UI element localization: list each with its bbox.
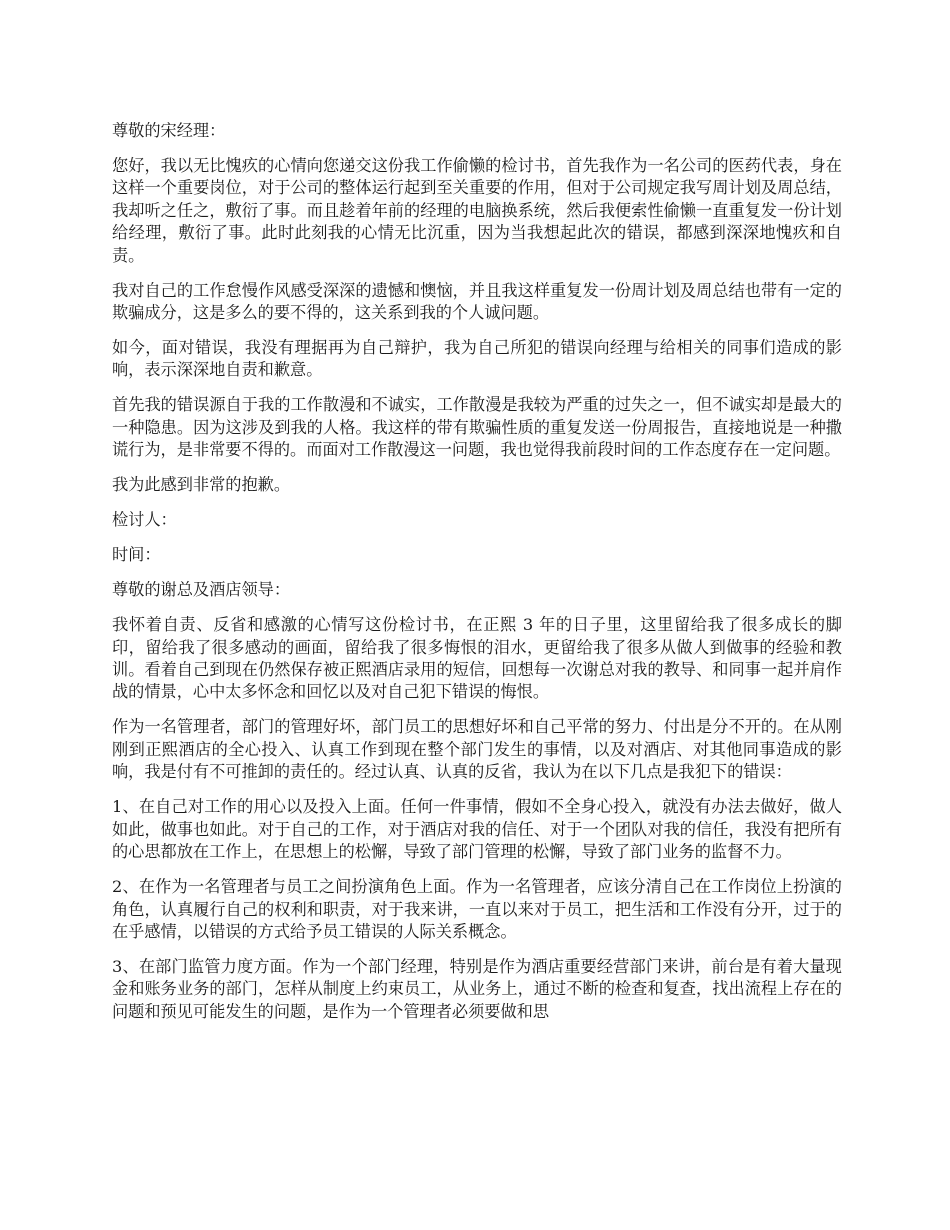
paragraph-apology: 如今，面对错误，我没有理据再为自己辩护，我为自己所犯的错误向经理与给相关的同事们造成的影响，表示深深地自责和歉意。 <box>112 338 842 380</box>
paragraph-reflection: 我怀着自责、反省和感激的心情写这份检讨书，在正熙 3 年的日子里，这里留给我了很多成长的脚印，留给我了很多感动的画面，留给我了很多悔恨的泪水，更留给我了很多从做人到做事的经验和教训。看着自己到现在仍然保存被正熙酒店录用的短信，回想每一次谢总对我的教导、和同事一起并肩作战的情景，心中太多怀念和回忆以及对自己犯下错误的悔恨。 <box>112 615 842 702</box>
paragraph-greeting: 您好，我以无比愧疚的心情向您递交这份我工作偷懒的检讨书，首先我作为一名公司的医药代表，身在这样一个重要岗位，对于公司的整体运行起到至关重要的作用，但对于公司规定我写周计划及周总结，我却听之任之，敷衍了事。而且趁着年前的经理的电脑换系统，然后我便索性偷懒一直重复发一份计划给经理，敷衍了事。此时此刻我的心情无比沉重，因为当我想起此次的错误，都感到深深地愧疚和自责。 <box>112 156 842 265</box>
paragraph-cause: 首先我的错误源自于我的工作散漫和不诚实，工作散漫是我较为严重的过失之一，但不诚实却是最大的一种隐患。因为这涉及到我的人格。我这样的带有欺骗性质的重复发送一份周报告，直接地说是一种撒谎行为，是非常要不得的。而面对工作散漫这一问题，我也觉得我前段时间的工作态度存在一定问题。 <box>112 395 842 460</box>
salutation-song: 尊敬的宋经理： <box>112 121 226 140</box>
paragraph-point-3: 3、在部门监管力度方面。作为一个部门经理，特别是作为酒店重要经营部门来讲，前台是有着大量现金和账务业务的部门，怎样从制度上约束员工，从业务上，通过不断的检查和复查，找出流程上存在的问题和预见可能发生的问题，是作为一个管理者必须要做和思 <box>112 956 842 1021</box>
salutation-xie: 尊敬的谢总及酒店领导： <box>112 580 291 600</box>
paragraph-manager: 作为一名管理者，部门的管理好坏，部门员工的思想好坏和自己平常的努力、付出是分不开的。在从刚刚到正熙酒店的全心投入、认真工作到现在整个部门发生的事情，以及对酒店、对其他同事造成的影响，我是付有不可推卸的责任的。经过认真、认真的反省，我认为在以下几点是我犯下的错误： <box>112 717 842 782</box>
document-body <box>112 120 842 1036</box>
paragraph-sorry: 我为此感到非常的抱歉。 <box>112 475 291 495</box>
paragraph-point-1: 1、在自己对工作的用心以及投入上面。任何一件事情，假如不全身心投入，就没有办法去做好，做人如此，做事也如此。对于自己的工作，对于酒店对我的信任、对于一个团队对我的信任，我没有把所有的心思都放在工作上，在思想上的松懈，导致了部门管理的松懈，导致了部门业务的监督不力。 <box>112 797 842 862</box>
date-line: 时间： <box>112 545 161 565</box>
paragraph-regret: 我对自己的工作怠慢作风感受深深的遗憾和懊恼，并且我这样重复发一份周计划及周总结也带有一定的欺骗成分，这是多么的要不得的，这关系到我的个人诚问题。 <box>112 280 842 323</box>
paragraph-point-2: 2、在作为一名管理者与员工之间扮演角色上面。作为一名管理者，应该分清自己在工作岗位上扮演的角色，认真履行自己的权利和职责，对于我来讲，一直以来对于员工，把生活和工作没有分开，过于的在乎感情，以错误的方式给予员工错误的人际关系概念。 <box>112 877 842 941</box>
signature-line: 检讨人： <box>112 510 177 530</box>
